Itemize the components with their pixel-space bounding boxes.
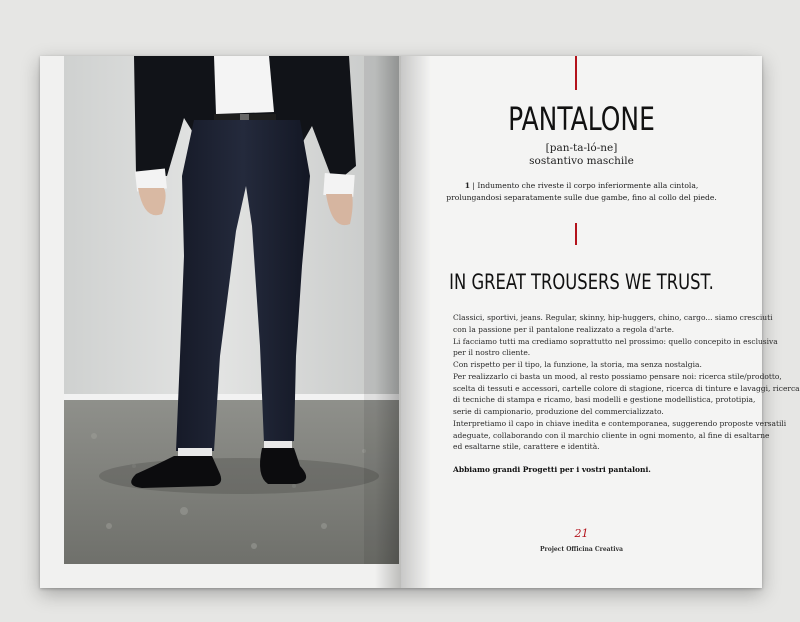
gutter-shadow-left	[375, 56, 401, 588]
pronunciation: [pan-ta-ló-ne]	[545, 142, 618, 154]
page-title: PANTALONE	[508, 100, 655, 138]
middle-accent-line	[575, 223, 577, 245]
right-page	[401, 56, 800, 588]
body-text	[453, 312, 800, 476]
headline: IN GREAT TROUSERS WE TRUST.	[449, 270, 714, 294]
body-line: adeguate, collaborando con il marchio cliente in ogni momento, al fine di esaltarne	[453, 430, 770, 440]
page-number: 21	[574, 527, 589, 540]
left-page	[40, 56, 401, 588]
body-line: ed esaltarne stile, carattere e identità.	[453, 442, 600, 452]
trousers-photo	[64, 56, 399, 564]
body-line: Interpretiamo il capo in chiave inedita e contemporanea, suggerendo proposte versatili	[453, 418, 787, 428]
definition-number: 1	[464, 181, 470, 190]
model-illustration	[64, 56, 399, 564]
top-accent-line	[575, 56, 577, 90]
body-line: scelta di tessuti e accessori, cartelle colore di stagione, ricerca di tinture e lavaggi, ricerca	[453, 383, 800, 393]
part-of-speech: sostantivo maschile	[529, 155, 634, 167]
definition-line-2: prolungandosi separatamente sulle due gambe, fino al collo del piede.	[446, 193, 717, 202]
body-line: per il nostro cliente.	[453, 348, 531, 358]
body-line: Classici, sportivi, jeans. Regular, skinny, hip-huggers, chino, cargo... siamo cresciuti	[453, 313, 773, 322]
body-line: di tecniche di stampa e ricamo, basi modelli e gestione modellistica, prototipia,	[453, 395, 756, 405]
definition-line-1: Indumento che riveste il corpo inferiormente alla cintola,	[477, 181, 699, 190]
body-line: Con rispetto per il tipo, la funzione, la storia, ma senza nostalgia.	[453, 360, 702, 369]
body-line: serie di campionario, produzione del commercializzato.	[453, 407, 664, 416]
closing-line: Abbiamo grandi Progetti per i vostri pantaloni.	[453, 465, 651, 474]
body-line: con la passione per il pantalone realizzato a regola d'arte.	[453, 324, 675, 334]
body-line: Per realizzarlo ci basta un mood, al resto possiamo pensare noi: ricerca stile/prodotto,	[453, 371, 782, 381]
gutter-shadow-right	[401, 56, 431, 588]
definition: 1 | Indumento che riveste il corpo inferiormente alla cintola, prolungandosi separatamente sulle due gambe, fino al collo del piede.	[401, 180, 762, 204]
magazine-spread	[40, 56, 800, 588]
body-line: Li facciamo tutti ma crediamo soprattutto nel prossimo: quello concepito in esclusiva	[453, 336, 778, 346]
footer-credit: Project Officina Creativa	[540, 546, 623, 553]
